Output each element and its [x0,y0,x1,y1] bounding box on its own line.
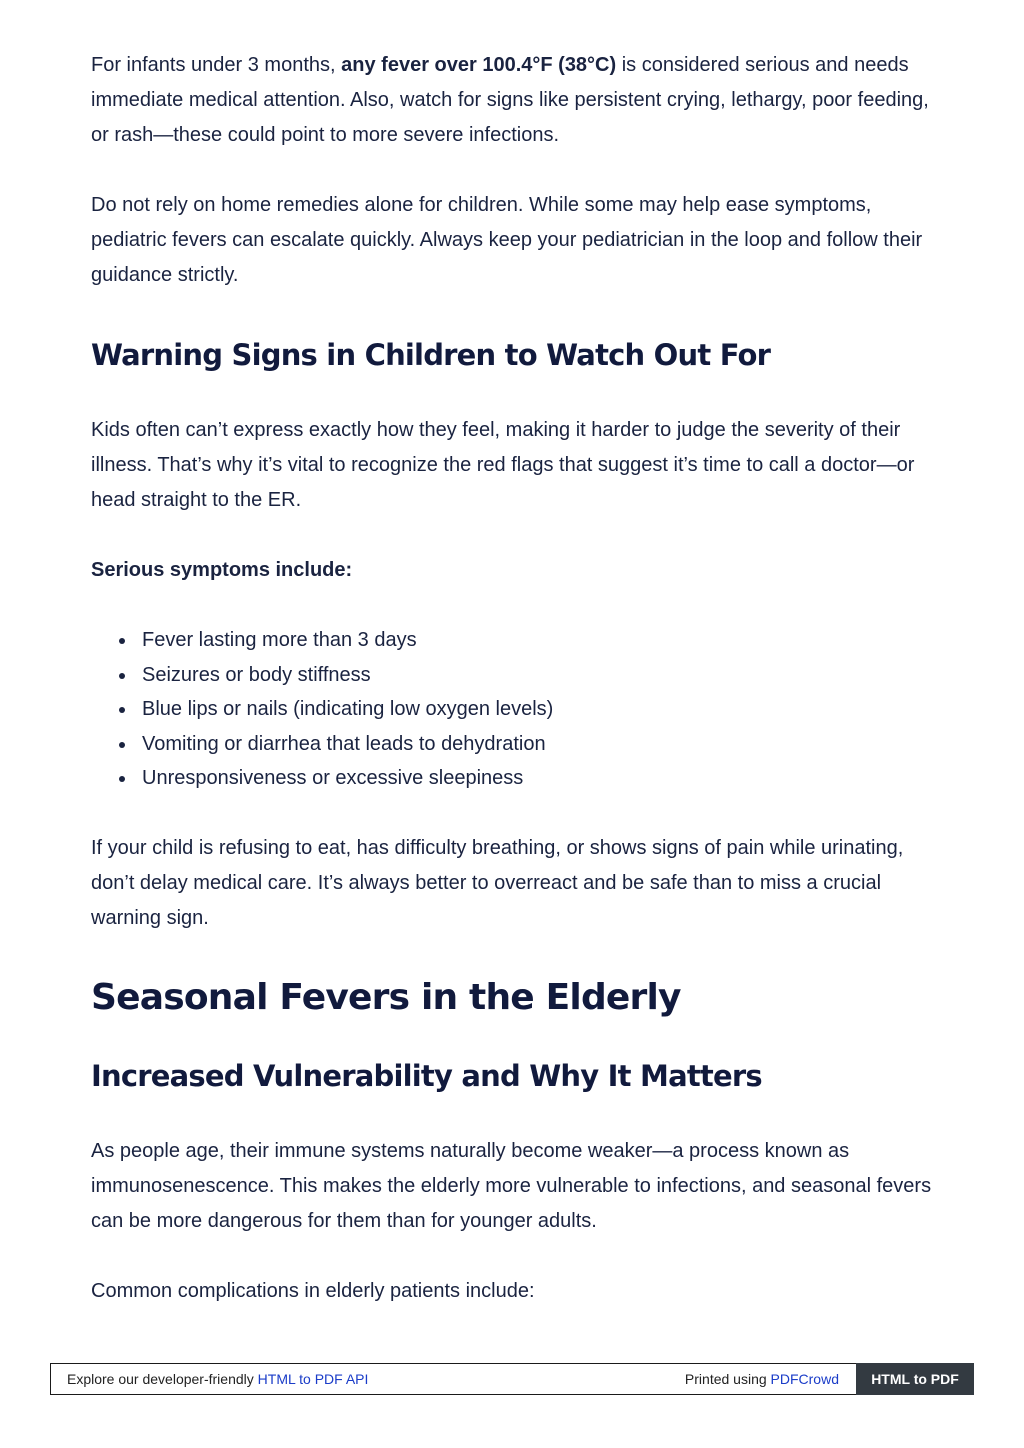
bullet-icon [119,707,125,713]
serious-symptoms-label: Serious symptoms include: [91,559,353,581]
pdfcrowd-footer [50,1363,974,1395]
bullet-icon [119,673,125,679]
footer-explore: Explore our developer-friendly HTML to PDF API [67,1371,369,1387]
html-to-pdf-badge[interactable]: HTML to PDF [856,1363,974,1395]
article-content [91,48,941,1309]
symptoms-list [91,623,941,796]
html-to-pdf-api-link[interactable]: HTML to PDF API [257,1371,369,1387]
bullet-icon [119,638,125,644]
complications-intro-paragraph: Common complications in elderly patients include: [91,1279,535,1302]
pdfcrowd-link[interactable]: PDFCrowd [770,1371,839,1387]
elderly-section-heading: Seasonal Fevers in the Elderly [91,976,681,1018]
fever-threshold-emphasis: any fever over 100.4°F (38°C) [341,54,617,76]
bullet-icon [119,742,125,748]
list-item: Vomiting or diarrhea that leads to dehydration [117,727,941,762]
infant-fever-paragraph: For infants under 3 months, any fever over 100.4°F (38°C) is considered serious and needs immediate medical attention. Also, watch for signs like persistent crying, lethargy, poor feeding, or rash—these could point to more severe infections. [91,54,929,146]
child-care-paragraph: If your child is refusing to eat, has difficulty breathing, or shows signs of pain while urinating, don’t delay medical care. It’s always better to overreact and be safe than to miss a crucial warning sign. [91,836,904,929]
list-item: Seizures or body stiffness [117,658,941,693]
footer-printed-using: Printed using PDFCrowd [684,1371,839,1387]
list-item: Blue lips or nails (indicating low oxygen levels) [117,692,941,727]
immunosenescence-paragraph: As people age, their immune systems naturally become weaker—a process known as immunosenescence. This makes the elderly more vulnerable to infections, and seasonal fevers can be more dangerous for them than for younger adults. [91,1139,932,1232]
bullet-icon [119,776,125,782]
vulnerability-subheading: Increased Vulnerability and Why It Matters [91,1058,762,1093]
list-item: Unresponsiveness or excessive sleepiness [117,761,941,796]
list-item: Fever lasting more than 3 days [117,623,941,658]
home-remedies-paragraph: Do not rely on home remedies alone for children. While some may help ease symptoms, pediatric fevers can escalate quickly. Always keep your pediatrician in the loop and follow their guidance strictly. [91,194,923,286]
warning-intro-paragraph: Kids often can’t express exactly how they feel, making it harder to judge the severity of their illness. That’s why it’s vital to recognize the red flags that suggest it’s time to call a doctor—or head straight to the ER. [91,419,915,511]
warning-signs-heading: Warning Signs in Children to Watch Out For [91,338,771,372]
